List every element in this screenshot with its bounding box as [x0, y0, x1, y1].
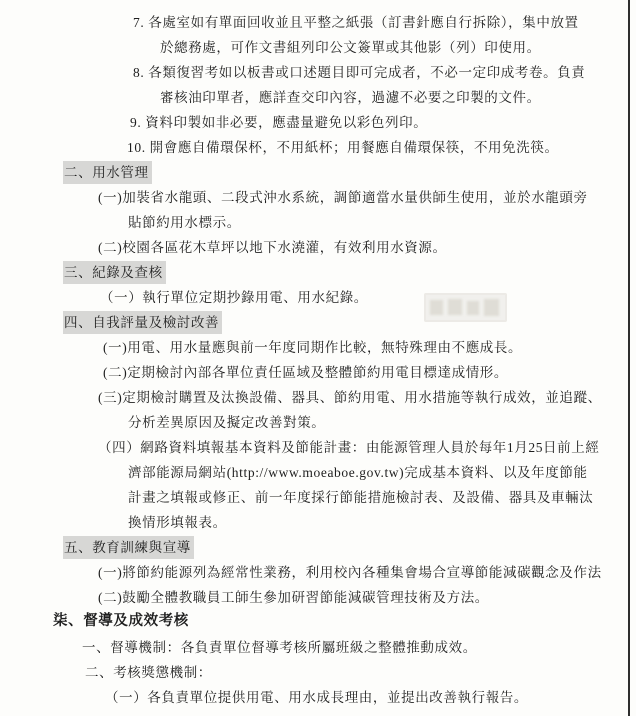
text-line-content: (二)鼓勵全體教職員工師生參加研習節能減碳管理技術及方法。 [98, 590, 489, 606]
text-line-content: (一)加裝省水龍頭、二段式沖水系統，調節適當水量供師生使用，並於水龍頭旁 [98, 190, 588, 206]
section-heading [63, 309, 636, 334]
text-line [103, 359, 636, 384]
text-line-content: 三、紀錄及查核 [63, 261, 166, 284]
text-line [98, 184, 636, 209]
text-line-content: 審核油印單者，應詳查交印內容，過濾不必要之印製的文件。 [160, 90, 541, 106]
faint-stamp [424, 293, 507, 322]
text-line [130, 109, 636, 134]
text-line-content: 於總務處，可作文書組列印公文簽單或其他影（列）印使用。 [160, 40, 541, 56]
text-line [133, 9, 636, 34]
text-line [127, 134, 636, 159]
stamp-mark [448, 299, 462, 315]
text-line-content: 換情形填報表。 [128, 515, 227, 531]
text-line-content: 二、用水管理 [63, 161, 152, 184]
text-line-content: 10. 開會應自備環保杯，不用紙杯；用餐應自備環保筷，不用免洗筷。 [127, 140, 559, 156]
text-line-content: 9. 資料印製如非必要，應盡量避免以彩色列印。 [130, 115, 428, 131]
text-line-content: 四、自我評量及檢討改善 [63, 311, 222, 334]
section-heading [63, 259, 636, 284]
text-line [98, 384, 636, 409]
text-line-content: 一、督導機制：各負責單位督導考核所屬班級之整體推動成效。 [82, 640, 477, 656]
text-line-content: 貼節約用水標示。 [128, 215, 241, 231]
text-line [100, 284, 636, 309]
text-line-content: (二)定期檢討內部各單位責任區域及整體節約用電目標達成情形。 [103, 365, 508, 381]
document-text-block [0, 9, 636, 709]
text-line-content: （四）網路資料填報基本資料及節能計畫：由能源管理人員於每年1月25日前上經 [98, 440, 600, 456]
text-line-content: 五、教育訓練與宣導 [63, 536, 194, 559]
text-line [85, 659, 636, 684]
text-line [128, 484, 636, 509]
text-line-content: 分析差異原因及擬定改善對策。 [128, 415, 326, 431]
text-line-content: （一）執行單位定期抄錄用電、用水紀錄。 [100, 290, 368, 306]
text-line [105, 684, 636, 709]
section-heading [63, 159, 636, 184]
chapter-heading [53, 609, 636, 634]
text-line-content: (三)定期檢討購置及汰換設備、器具、節約用電、用水措施等執行成效，並追蹤、 [98, 390, 602, 406]
scan-edge-line [628, 0, 630, 716]
text-line-content: 濟部能源局網站(http://www.moeaboe.gov.tw)完成基本資料、以及年度節能 [128, 465, 588, 481]
text-line [128, 459, 636, 484]
text-line [160, 34, 636, 59]
text-line-content: 二、考核獎懲機制： [85, 665, 212, 681]
text-line-content: (二)校園各區花木草坪以地下水澆灌，有效利用水資源。 [98, 240, 447, 256]
stamp-mark [467, 301, 479, 315]
text-line [128, 209, 636, 234]
text-line-content: （一）各負責單位提供用電、用水成長理由，並提出改善執行報告。 [105, 690, 528, 706]
text-line-content: 8. 各類復習考如以板書或口述題目即可完成者，不必一定印成考卷。負責 [133, 65, 586, 81]
text-line-content: 7. 各處室如有單面回收並且平整之紙張（訂書針應自行拆除），集中放置 [133, 15, 579, 31]
stamp-mark [484, 299, 499, 316]
section-heading [63, 534, 636, 559]
text-line [128, 409, 636, 434]
text-line [103, 334, 636, 359]
stamp-mark [430, 300, 443, 315]
text-line [98, 584, 636, 609]
text-line-content: (一)用電、用水量應與前一年度同期作比較，無特殊理由不應成長。 [103, 340, 523, 356]
text-line [82, 634, 636, 659]
text-line [160, 84, 636, 109]
text-line [98, 559, 636, 584]
text-line-content: (一)將節約能源列為經常性業務，利用校內各種集會場合宣導節能減碳觀念及作法 [98, 565, 602, 581]
text-line [133, 59, 636, 84]
text-line [128, 509, 636, 534]
text-line [98, 434, 636, 459]
text-line [98, 234, 636, 259]
text-line-content: 柒、督導及成效考核 [53, 613, 189, 630]
text-line-content: 計畫之填報或修正、前一年度採行節能措施檢討表、及設備、器具及車輛汰 [128, 490, 594, 506]
